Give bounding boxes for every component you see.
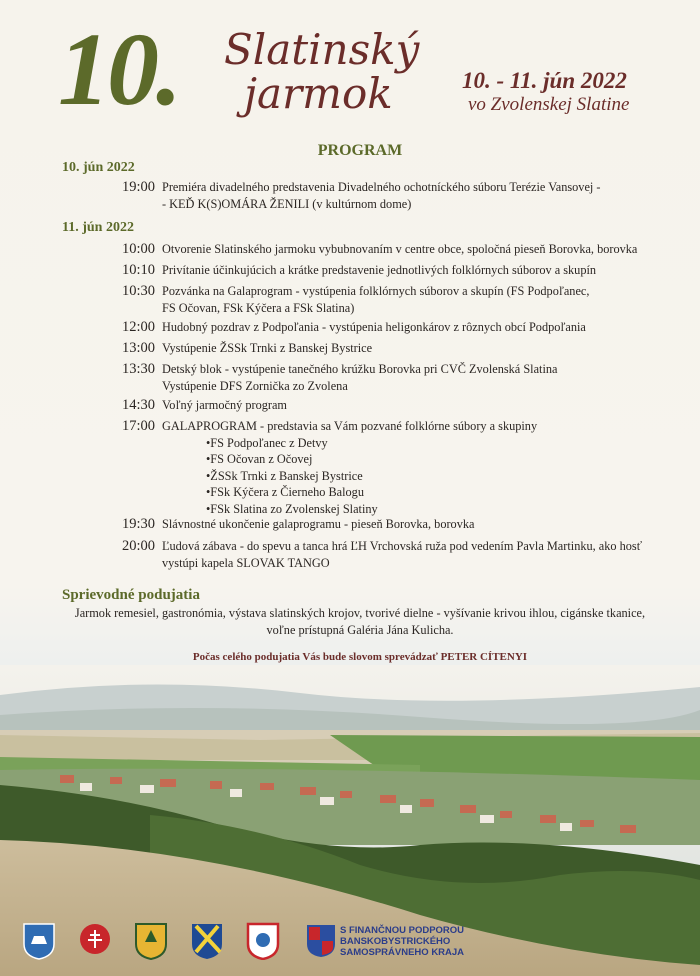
row-desc — [162, 418, 662, 517]
program-heading: PROGRAM — [317, 142, 403, 159]
desc-line: GALAPROGRAM - predstavia sa Vám pozvané folklórne súbory a skupiny — [162, 419, 538, 433]
row-desc: Otvorenie Slatinského jarmoku vybubnovaním v centre obce, spoločná pieseň Borovka, borovka — [162, 242, 638, 256]
row-time: 20:00 — [122, 538, 156, 554]
schedule-row — [122, 538, 682, 571]
row-time: 12:00 — [122, 319, 156, 335]
desc-line: FS Očovan, FSk Kýčera a FSk Slatina) — [162, 300, 355, 315]
row-time: 13:30 — [122, 361, 156, 377]
row-desc — [162, 283, 662, 316]
region-crest-icon — [246, 922, 280, 960]
title-number: 10. — [58, 12, 179, 127]
side-events-line: Jarmok remesiel, gastronómia, výstava slatinských krojov, tvorivé dielne - vyšívanie krivou ihlou, cigánske tkanice, — [74, 606, 646, 620]
row-desc: Vystúpenie ŽSSk Trnki z Banskej Bystrice — [162, 341, 373, 355]
row-time: 10:00 — [122, 241, 156, 257]
club-crest-icon — [134, 922, 168, 960]
side-events-text — [40, 605, 680, 638]
desc-line: - KEĎ K(S)OMÁRA ŽENILI (v kultúrnom dome) — [162, 196, 412, 211]
row-time: 10:10 — [122, 262, 156, 278]
schedule-row — [122, 516, 662, 533]
side-events-line: voľne prístupná Galéria Jána Kulicha. — [266, 622, 454, 637]
schedule-row — [122, 418, 662, 517]
event-date: 10. - 11. jún 2022 — [462, 68, 627, 93]
sponsor-block — [306, 924, 464, 958]
row-desc: Privítanie účinkujúcich a krátke predstavenie jednotlivých folklórnych súborov a skupín — [162, 263, 597, 277]
ensemble-item: •ŽSSk Trnki z Banskej Bystrice — [206, 468, 363, 483]
schedule-row — [122, 179, 662, 212]
title-line-1: Slatinský — [224, 25, 420, 74]
sponsor-line: BANSKOBYSTRICKÉHO — [340, 935, 451, 947]
schedule-row — [122, 361, 662, 394]
row-time: 14:30 — [122, 397, 156, 413]
row-desc: Hudobný pozdrav z Podpoľania - vystúpenia heligonkárov z rôznych obcí Podpoľania — [162, 320, 586, 334]
desc-line: vystúpi kapela SLOVAK TANGO — [162, 555, 330, 570]
schedule-row — [122, 340, 662, 357]
sponsor-line: S FINANČNOU PODPOROU — [340, 924, 465, 936]
matica-slovenska-icon — [78, 922, 112, 960]
desc-line: Detský blok - vystúpenie tanečného krúžku Borovka pri CVČ Zvolenská Slatina — [162, 362, 558, 376]
ensemble-item: •FSk Slatina zo Zvolenskej Slatiny — [206, 501, 378, 516]
moderator-note: Počas celého podujatia Vás bude slovom sprevádzať PETER CÍTENYI — [192, 651, 528, 663]
desc-line: Pozvánka na Galaprogram - vystúpenia folklórnych súborov a skupín (FS Podpoľanec, — [162, 284, 590, 298]
municipality-crest-icon — [22, 922, 56, 960]
row-time: 19:30 — [122, 516, 156, 532]
ensemble-item: •FSk Kýčera z Čierneho Balogu — [206, 485, 364, 499]
day-heading: 11. jún 2022 — [62, 220, 134, 235]
ensemble-item: •FS Podpoľanec z Detvy — [206, 435, 328, 450]
schedule-row — [122, 241, 662, 258]
row-desc: Voľný jarmočný program — [162, 398, 287, 412]
event-title — [224, 25, 420, 118]
row-desc — [162, 179, 662, 212]
row-desc — [162, 538, 682, 571]
schedule-row — [122, 319, 662, 336]
desc-line: Premiéra divadelného predstavenia Divadelného ochotníckého súboru Terézie Vansovej - — [162, 180, 601, 194]
partner-logos — [22, 922, 464, 960]
row-time: 13:00 — [122, 340, 156, 356]
row-time: 10:30 — [122, 283, 156, 299]
day-heading: 10. jún 2022 — [62, 160, 135, 175]
title-line-2: jarmok — [244, 69, 393, 118]
sponsor-line: SAMOSPRÁVNEHO KRAJA — [340, 946, 465, 958]
schedule-row — [122, 397, 662, 414]
ensemble-item: •FS Očovan z Očovej — [206, 452, 313, 466]
schedule-row — [122, 262, 662, 279]
sports-club-crest-icon — [190, 922, 224, 960]
row-time: 17:00 — [122, 418, 156, 434]
schedule-row — [122, 283, 662, 316]
desc-line: Ľudová zábava - do spevu a tanca hrá ĽH Vrchovská ruža pod vedením Pavla Martinku, ako hosť — [162, 539, 642, 553]
bbsk-crest-icon — [306, 924, 336, 958]
row-desc — [162, 361, 662, 394]
desc-line: Vystúpenie DFS Zornička zo Zvolena — [162, 378, 348, 393]
row-desc: Slávnostné ukončenie galaprogramu - pieseň Borovka, borovka — [162, 517, 475, 531]
event-place: vo Zvolenskej Slatine — [468, 94, 630, 115]
row-time: 19:00 — [122, 179, 156, 195]
side-events-heading: Sprievodné podujatia — [62, 587, 200, 603]
